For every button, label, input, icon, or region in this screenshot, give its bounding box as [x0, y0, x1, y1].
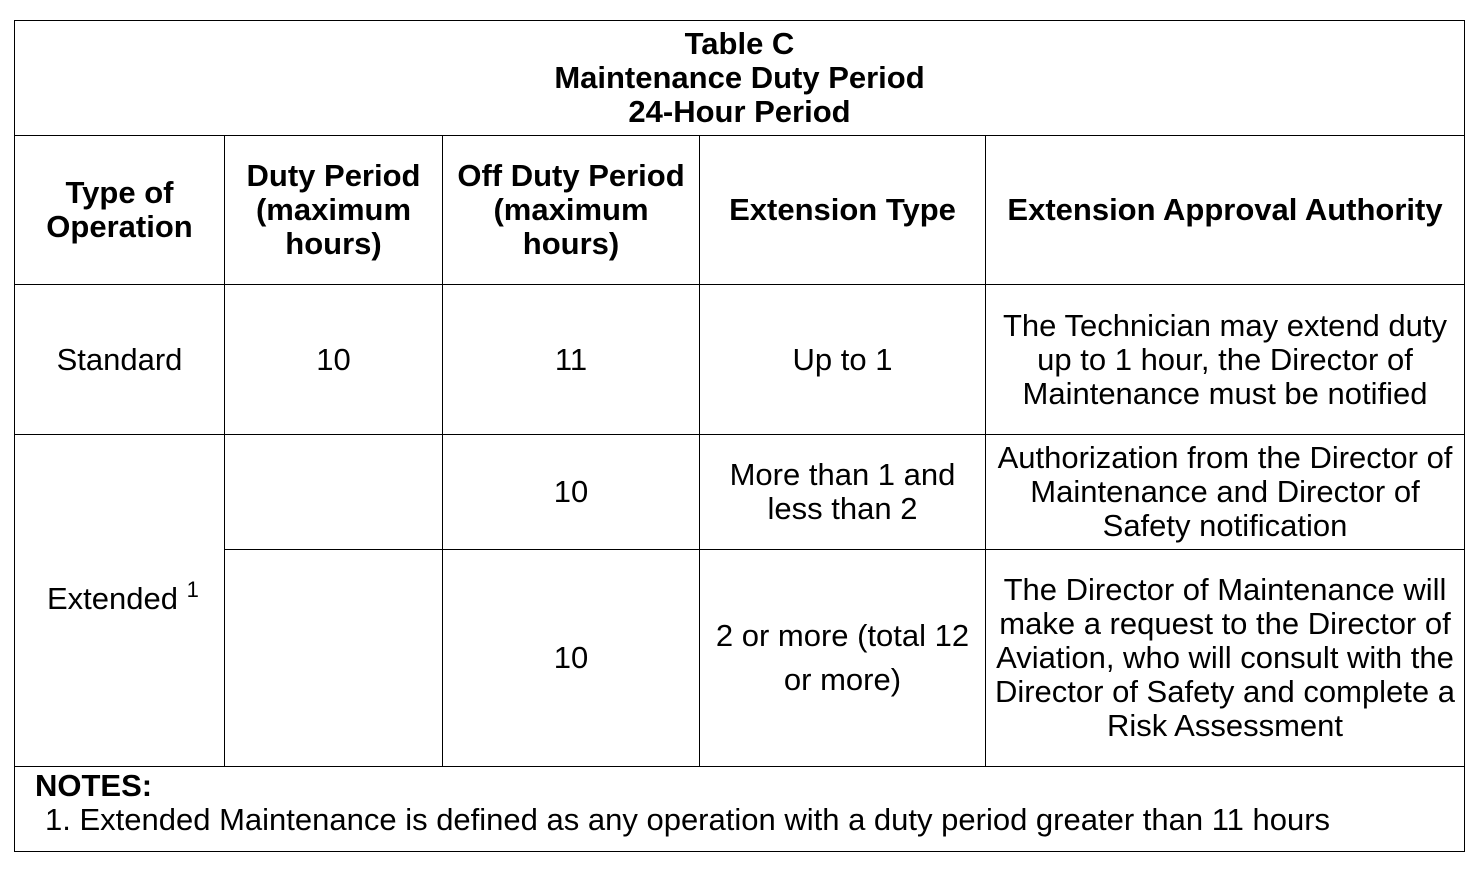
cell-authority: Authorization from the Director of Maintenance and Director of Safety notification	[986, 435, 1465, 550]
footnote-ref: 1	[186, 576, 199, 602]
notes-row	[15, 767, 1465, 852]
cell-type: Standard	[15, 285, 225, 435]
cell-duty	[225, 550, 443, 767]
table-period-line: 24-Hour Period	[628, 94, 851, 129]
table-row-extended-2	[15, 550, 1465, 767]
notes-label: NOTES:	[35, 768, 153, 803]
header-extension-type: Extension Type	[700, 136, 986, 285]
cell-extension-type: Up to 1	[700, 285, 986, 435]
cell-authority: The Director of Maintenance will make a request to the Director of Aviation, who will consult with the Director of Safety and complete a Risk Assessment	[986, 550, 1465, 767]
cell-duty: 10	[225, 285, 443, 435]
cell-authority: The Technician may extend duty up to 1 hour, the Director of Maintenance must be notified	[986, 285, 1465, 435]
notes-cell	[15, 767, 1465, 852]
table-subtitle-line: Maintenance Duty Period	[554, 60, 925, 95]
cell-extension-type: More than 1 and less than 2	[700, 435, 986, 550]
cell-duty	[225, 435, 443, 550]
header-approval-authority: Extension Approval Authority	[986, 136, 1465, 285]
table-title	[15, 21, 1465, 136]
duty-period-table	[14, 20, 1465, 852]
header-row	[15, 136, 1465, 285]
cell-off-duty: 10	[443, 435, 700, 550]
table-row-standard	[15, 285, 1465, 435]
cell-off-duty: 10	[443, 550, 700, 767]
cell-type-extended-label: Extended	[47, 580, 178, 616]
cell-type-extended	[15, 435, 225, 767]
header-duty-period: Duty Period (maximum hours)	[225, 136, 443, 285]
cell-off-duty: 11	[443, 285, 700, 435]
header-off-duty-period: Off Duty Period (maximum hours)	[443, 136, 700, 285]
table-title-line: Table C	[684, 26, 795, 61]
notes-item: 1. Extended Maintenance is defined as any operation with a duty period greater than 11 hours	[45, 802, 1331, 837]
table-row-extended-1	[15, 435, 1465, 550]
header-type-of-operation: Type of Operation	[15, 136, 225, 285]
cell-extension-type: 2 or more (total 12 or more)	[700, 550, 986, 767]
